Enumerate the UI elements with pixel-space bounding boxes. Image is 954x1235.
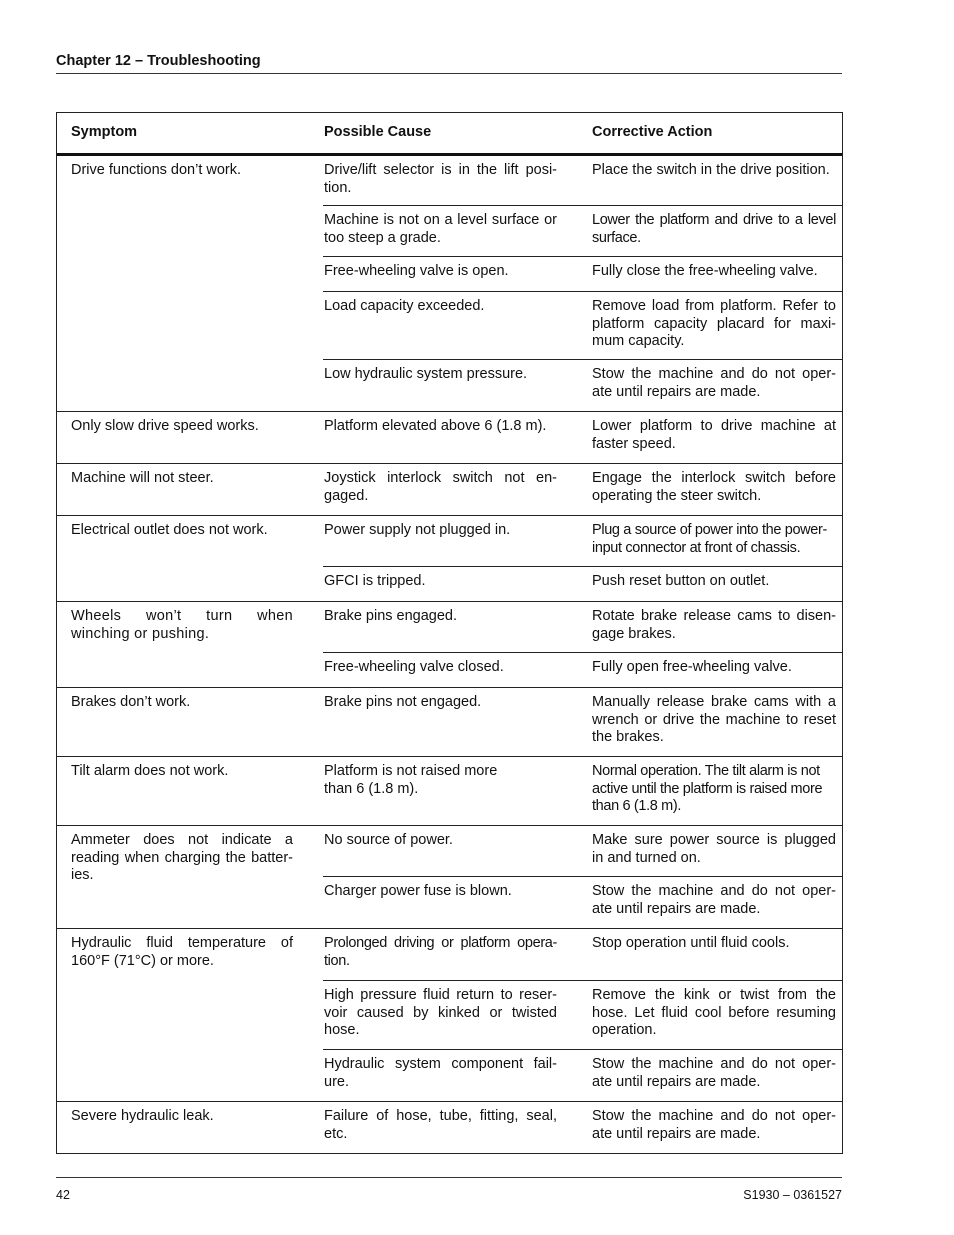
- table-row-group: [57, 411, 842, 463]
- cause-cell: Platform is not raised more than 6 (1.8 m).: [324, 763, 498, 797]
- document-id: S1930 – 0361527: [743, 1188, 842, 1202]
- action-cell: Lower the platform and drive to a level surface.: [592, 212, 836, 246]
- cause-cell: Platform elevated above 6 (1.8 m).: [324, 418, 547, 434]
- table-row-group: [57, 156, 842, 411]
- table-row-group: [57, 515, 842, 601]
- action-cell: Engage the interlock switch before operating the steer switch.: [592, 470, 836, 504]
- action-cell: Manually release brake cams with a wrench or drive the machine to reset the brakes.: [592, 694, 836, 745]
- table-header-row: [57, 113, 842, 156]
- action-cell: Remove load from platform. Refer to platform capacity placard for maxi-mum capacity.: [592, 298, 836, 349]
- troubleshooting-table: [56, 112, 843, 1154]
- table-row-group: [57, 601, 842, 687]
- cause-cell: Brake pins engaged.: [324, 608, 458, 624]
- symptom-header: Symptom: [71, 124, 138, 140]
- table-row: [323, 205, 842, 256]
- table-row: [323, 757, 842, 825]
- action-cell: Plug a source of power into the power-input connector at front of chassis.: [592, 522, 827, 556]
- table-row: [323, 412, 842, 463]
- action-cell: Stow the machine and do not oper-ate until repairs are made.: [592, 1056, 836, 1090]
- table-row-group: [57, 1101, 842, 1153]
- cause-cell: Drive/lift selector is in the lift posi-tion.: [324, 162, 557, 196]
- symptom-cell: Severe hydraulic leak.: [71, 1108, 214, 1124]
- symptom-cell: Brakes don’t work.: [71, 694, 191, 710]
- cause-cell: Power supply not plugged in.: [324, 522, 511, 538]
- symptom-cell: Tilt alarm does not work.: [71, 763, 229, 779]
- table-row: [323, 980, 842, 1049]
- cause-cell: No source of power.: [324, 832, 453, 848]
- action-cell: Place the switch in the drive position.: [592, 162, 830, 178]
- table-row: [323, 826, 842, 876]
- table-row: [323, 1102, 842, 1153]
- action-header: Corrective Action: [592, 124, 713, 140]
- cause-cell: Failure of hose, tube, fitting, seal, etc.: [324, 1108, 557, 1142]
- action-cell: Stow the machine and do not oper-ate until repairs are made.: [592, 1108, 836, 1142]
- cause-cell: Hydraulic system component fail-ure.: [324, 1056, 557, 1090]
- cause-cell: Charger power fuse is blown.: [324, 883, 512, 899]
- chapter-title: Chapter 12 – Troubleshooting: [56, 53, 261, 69]
- cause-cell: Low hydraulic system pressure.: [324, 366, 528, 382]
- symptom-cell: Drive functions don’t work.: [71, 162, 242, 178]
- action-cell: Rotate brake release cams to disen-gage brakes.: [592, 608, 836, 642]
- table-row: [323, 688, 842, 756]
- table-row: [323, 464, 842, 515]
- symptom-cell: Ammeter does not indicate a reading when charging the batter-ies.: [71, 832, 293, 883]
- table-row-group: [57, 756, 842, 825]
- action-cell: Stow the machine and do not oper-ate until repairs are made.: [592, 883, 836, 917]
- table-row: [323, 256, 842, 291]
- table-row: [323, 929, 842, 980]
- action-cell: Make sure power source is plugged in and turned on.: [592, 832, 836, 866]
- cause-cell: GFCI is tripped.: [324, 573, 426, 589]
- cause-cell: Joystick interlock switch not en-gaged.: [324, 470, 557, 504]
- cause-cell: Brake pins not engaged.: [324, 694, 482, 710]
- action-cell: Push reset button on outlet.: [592, 573, 770, 589]
- action-cell: Normal operation. The tilt alarm is not active until the platform is raised more than 6 (1.8 m).: [592, 763, 823, 814]
- table-row-group: [57, 687, 842, 756]
- action-cell: Stow the machine and do not oper-ate until repairs are made.: [592, 366, 836, 400]
- cause-cell: Free-wheeling valve closed.: [324, 659, 504, 675]
- action-cell: Lower platform to drive machine at faster speed.: [592, 418, 836, 452]
- table-row-group: [57, 825, 842, 928]
- table-row: [323, 516, 842, 566]
- table-row-group: [57, 928, 842, 1101]
- cause-cell: Free-wheeling valve is open.: [324, 263, 509, 279]
- cause-cell: Machine is not on a level surface or too steep a grade.: [324, 212, 557, 246]
- action-cell: Remove the kink or twist from the hose. Let fluid cool before resuming operation.: [592, 987, 836, 1038]
- table-row: [323, 566, 842, 601]
- table-row: [323, 652, 842, 687]
- action-cell: Fully open free-wheeling valve.: [592, 659, 792, 675]
- symptom-cell: Machine will not steer.: [71, 470, 214, 486]
- cause-header: Possible Cause: [324, 124, 432, 140]
- symptom-cell: Hydraulic fluid temperature of 160°F (71°C) or more.: [71, 935, 293, 969]
- table-row-group: [57, 463, 842, 515]
- action-cell: Stop operation until fluid cools.: [592, 935, 790, 951]
- header-divider: [56, 73, 842, 74]
- page-number: 42: [56, 1188, 70, 1202]
- symptom-cell: Electrical outlet does not work.: [71, 522, 268, 538]
- table-row: [323, 602, 842, 652]
- cause-cell: Prolonged driving or platform opera-tion.: [324, 935, 557, 969]
- table-row: [323, 291, 842, 359]
- cause-cell: Load capacity exceeded.: [324, 298, 485, 314]
- symptom-cell: Only slow drive speed works.: [71, 418, 259, 434]
- symptom-cell: Wheels won’t turn when winching or pushing.: [71, 608, 293, 642]
- footer-divider: [56, 1177, 842, 1178]
- table-row: [323, 156, 842, 205]
- cause-cell: High pressure fluid return to reser-voir caused by kinked or twisted hose.: [324, 987, 557, 1038]
- table-row: [323, 1049, 842, 1101]
- action-cell: Fully close the free-wheeling valve.: [592, 263, 818, 279]
- table-row: [323, 359, 842, 411]
- table-row: [323, 876, 842, 928]
